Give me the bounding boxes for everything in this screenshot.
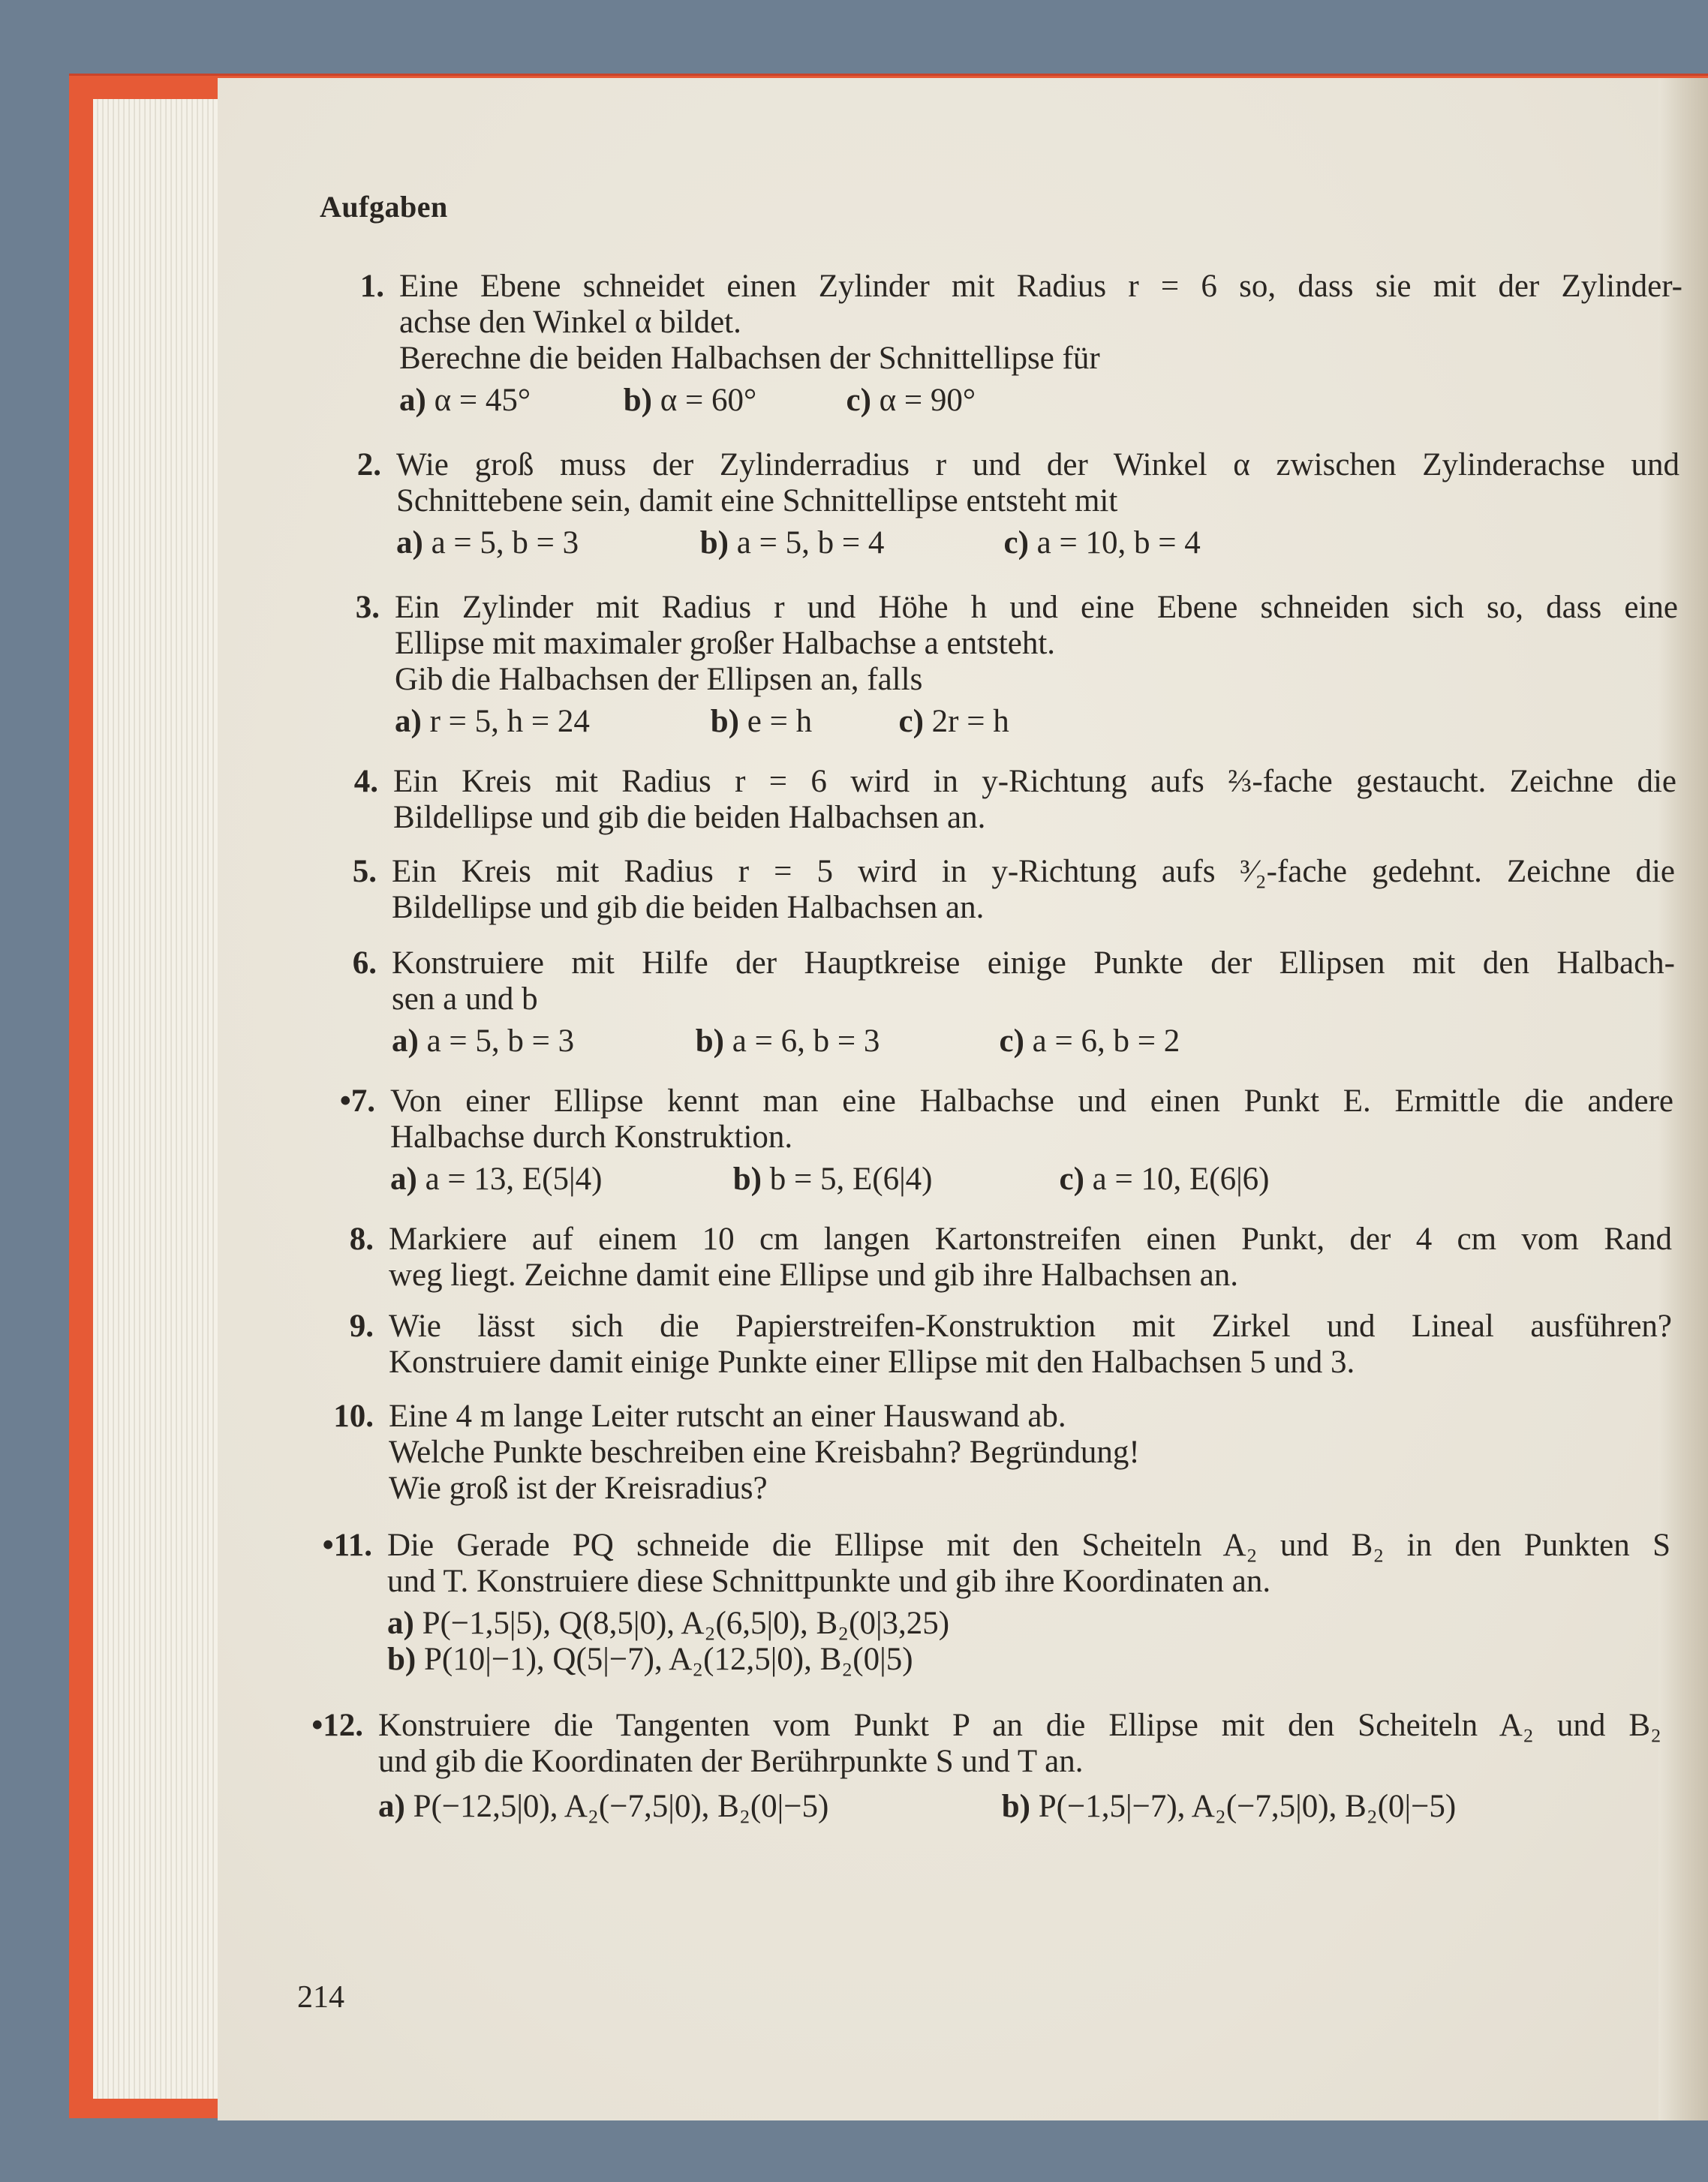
option-text: P(−1,5|−7), A₂(−7,5|0), B₂(0|−5) [1038,1789,1457,1824]
option-c [899,704,1009,740]
task-9 [349,1309,1672,1381]
option-c [1004,525,1201,561]
option-c [1000,1023,1180,1059]
option-c [1060,1162,1270,1198]
task-number: 9. [349,1309,374,1344]
option-label: c) [999,1023,1024,1059]
option-label: b) [623,383,652,418]
task-number: 10. [333,1399,374,1434]
task-12 [311,1708,1661,1825]
option-b [696,1023,991,1059]
option-b [711,704,891,740]
task-options [396,525,1679,561]
task-options [392,1023,1675,1059]
task-number: 5. [352,854,377,889]
task-text-line: Konstruiere damit einige Punkte einer Ellipse mit den Halbachsen 5 und 3. [389,1345,1355,1380]
option-a [387,1606,1670,1642]
option-text: a = 6, b = 3 [732,1023,880,1059]
option-c [846,383,976,419]
option-label: a) [399,383,426,418]
task-text-line: Ein Zylinder mit Radius r und Höhe h und eine Ebene schneiden sich so, dass eine [395,590,1678,625]
option-a [390,1162,725,1198]
task-11 [322,1528,1670,1678]
option-b [387,1642,1670,1678]
option-text: α = 45° [434,383,531,418]
task-5 [352,854,1675,926]
option-label: b) [387,1642,416,1677]
option-label: b) [1001,1789,1030,1824]
option-a [378,1789,994,1825]
task-text-line: Bildellipse und gib die beiden Halbachsen an. [392,890,985,925]
option-label: a) [392,1023,419,1059]
option-label: c) [898,704,924,739]
task-text-line: Markiere auf einem 10 cm langen Kartonstreifen einen Punkt, der 4 cm vom Rand [389,1222,1672,1257]
task-7 [339,1083,1673,1198]
task-number: 8. [349,1222,374,1257]
option-text: α = 60° [660,383,757,418]
option-a [396,525,692,561]
option-label: a) [378,1789,405,1824]
option-b [1002,1789,1457,1825]
option-text: P(−12,5|0), A₂(−7,5|0), B₂(0|−5) [413,1789,829,1824]
task-text-line: Bildellipse und gib die beiden Halbachsen an. [393,800,986,835]
task-number: 1. [359,269,384,304]
option-text: α = 90° [879,383,976,418]
option-label: b) [699,525,729,561]
task-text-line: Von einer Ellipse kennt man eine Halbachse und einen Punkt E. Ermittle die andere [390,1083,1673,1119]
option-text: a = 6, b = 2 [1032,1023,1180,1059]
option-label: a) [387,1606,414,1641]
task-6 [352,945,1675,1059]
option-label: c) [1059,1162,1084,1197]
task-text-line: Berechne die beiden Halbachsen der Schnittellipse für [399,341,1100,376]
task-text-line: Eine Ebene schneidet einen Zylinder mit Radius r = 6 so, dass sie mit der Zylinder- [399,269,1682,304]
task-text-line: sen a und b [392,981,538,1017]
option-label: a) [395,704,422,739]
task-text-line: Eine 4 m lange Leiter rutscht an einer Hauswand ab. [389,1399,1066,1434]
task-text-line: achse den Winkel α bildet. [399,305,741,340]
task-8 [349,1222,1672,1294]
option-text: 2r = h [931,704,1009,739]
option-text: a = 10, b = 4 [1036,525,1201,561]
task-text-line: und T. Konstruiere diese Schnittpunkte und gib ihre Koordinaten an. [387,1564,1271,1599]
task-2 [356,447,1679,561]
task-text-line: Konstruiere mit Hilfe der Hauptkreise einige Punkte der Ellipsen mit den Halbach- [392,945,1675,981]
task-number: 6. [352,945,377,981]
task-text-line: Ellipse mit maximaler großer Halbachse a entsteht. [395,626,1056,661]
task-text-line: Schnittebene sein, damit eine Schnittellipse entsteht mit [396,483,1118,518]
section-heading: Aufgaben [320,190,448,224]
option-label: c) [1003,525,1029,561]
task-text-line: und gib die Koordinaten der Berührpunkte S und T an. [378,1744,1084,1779]
option-a [395,704,702,740]
task-options [390,1162,1673,1198]
option-text: r = 5, h = 24 [429,704,590,739]
task-text-line: Die Gerade PQ schneide die Ellipse mit den Scheiteln A₂ und B₂ in den Punkten S [387,1528,1670,1563]
option-a [399,383,615,419]
option-label: a) [390,1162,417,1197]
option-text: P(−1,5|5), Q(8,5|0), A₂(6,5|0), B₂(0|3,25) [422,1606,950,1641]
task-3 [355,590,1678,740]
task-4 [353,764,1676,836]
option-text: a = 13, E(5|4) [425,1162,603,1197]
task-text-line: Halbachse durch Konstruktion. [390,1120,793,1155]
task-10 [333,1399,1672,1507]
task-text-line: Gib die Halbachsen der Ellipsen an, falls [395,662,923,697]
option-text: b = 5, E(6|4) [769,1162,933,1197]
option-label: a) [396,525,423,561]
task-number: •7. [339,1083,375,1119]
task-number: •12. [311,1708,363,1743]
task-options [395,704,1678,740]
task-text-line: weg liegt. Zeichne damit eine Ellipse und gib ihre Halbachsen an. [389,1258,1238,1293]
task-text-line: Wie lässt sich die Papierstreifen-Konstruktion mit Zirkel und Lineal ausführen? [389,1309,1672,1344]
option-text: a = 5, b = 4 [736,525,885,561]
task-text-line: Welche Punkte beschreiben eine Kreisbahn? Begründung! [389,1435,1140,1470]
option-text: e = h [747,704,813,739]
option-a [392,1023,687,1059]
option-b [733,1162,1051,1198]
task-number: •11. [322,1528,372,1563]
task-1 [359,269,1682,419]
option-text: a = 10, E(6|6) [1092,1162,1270,1197]
task-text-line: Wie groß ist der Kreisradius? [389,1471,768,1506]
page-number: 214 [297,1980,344,2015]
option-text: P(10|−1), Q(5|−7), A₂(12,5|0), B₂(0|5) [423,1642,913,1677]
option-label: b) [710,704,739,739]
task-text-line: Ein Kreis mit Radius r = 6 wird in y-Richtung aufs ⅔-fache gestaucht. Zeichne die [393,764,1676,799]
task-number: 4. [353,764,378,799]
option-text: a = 5, b = 3 [431,525,579,561]
task-number: 2. [356,447,381,482]
option-label: c) [846,383,871,418]
task-options [378,1789,1661,1825]
task-text-line: Konstruiere die Tangenten vom Punkt P an die Ellipse mit den Scheiteln A₂ und B₂ [378,1708,1661,1743]
task-options [399,383,1682,419]
option-b [700,525,996,561]
task-text-line: Wie groß muss der Zylinderradius r und der Winkel α zwischen Zylinderachse und [396,447,1679,482]
task-number: 3. [355,590,380,625]
option-text: a = 5, b = 3 [426,1023,575,1059]
option-label: b) [695,1023,724,1059]
option-b [624,383,838,419]
task-text-line: Ein Kreis mit Radius r = 5 wird in y-Richtung aufs ³⁄₂-fache gedehnt. Zeichne die [392,854,1675,889]
option-label: b) [732,1162,762,1197]
